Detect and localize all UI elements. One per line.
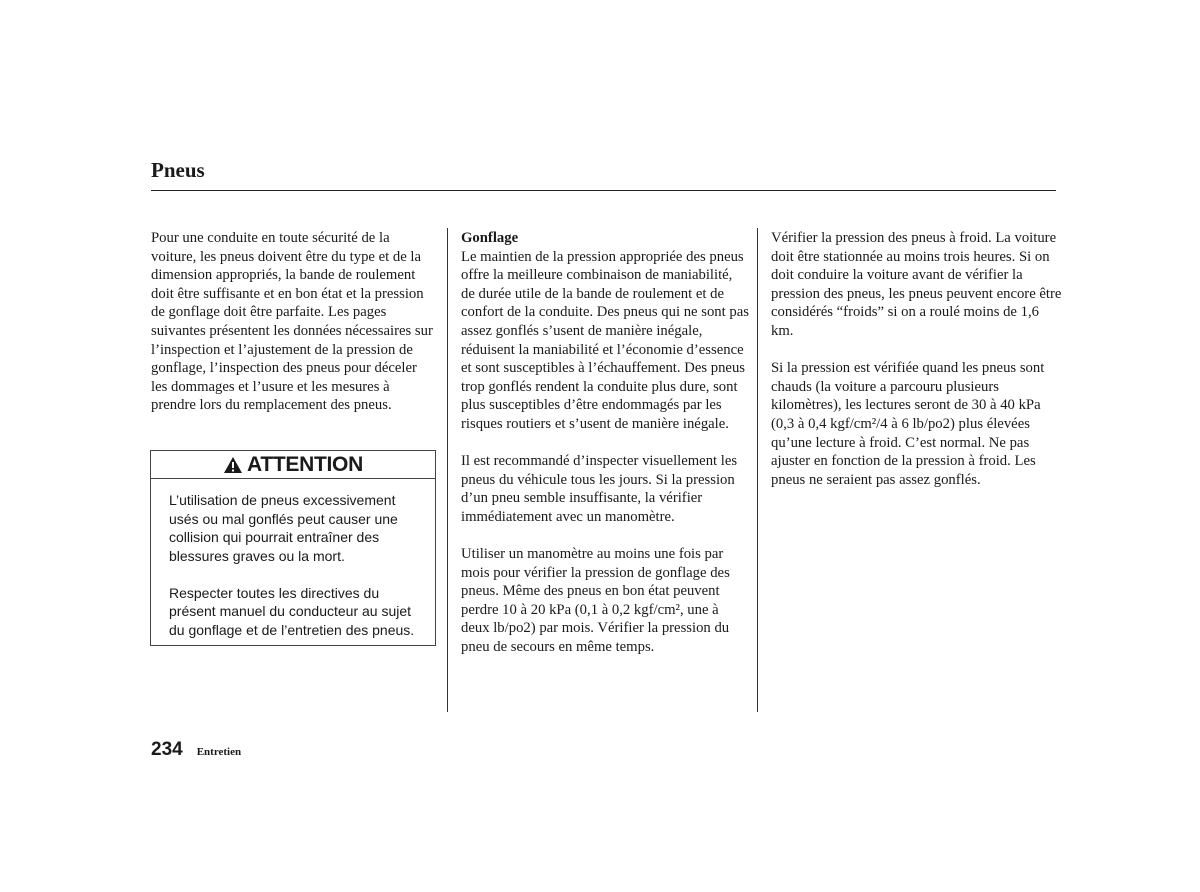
warning-triangle-icon <box>223 456 243 474</box>
section-name: Entretien <box>196 746 242 758</box>
hot-check-paragraph: Si la pression est vérifiée quand les pneus sont chauds (la voiture a parcouru plusieurs kilomètres), les lectures seront de 30 à 40 kPa (0,3 à 0,4 kgf/cm²/4 à 6 lb/po2) plus élevées qu’une lecture à froid. C’est normal. Ne pas ajuster en fonction de la pression à froid. Les pneus ne seraient pas assez gonflés. <box>771 360 1045 488</box>
column-3 <box>771 229 1063 508</box>
column-divider-2 <box>757 228 758 712</box>
inflation-paragraph-1: Le maintien de la pression appropriée des pneus offre la meilleure combinaison de maniabilité, de durée utile de la bande de roulement et de confort de la conduite. Des pneus qui ne sont pas assez gonflés s’usent de manière inégale, réduisent la maniabilité et l’économie d’essence et sont susceptibles à l’échauffement. Des pneus trop gonflés rendent la conduite plus dure, sont plus susceptibles d’être endommagés par les risques routiers et s’usent de manière inégale. <box>461 248 749 432</box>
warning-header <box>151 451 435 479</box>
column-2 <box>461 229 749 675</box>
warning-heading: ATTENTION <box>247 452 363 476</box>
cold-check-paragraph: Vérifier la pression des pneus à froid. La voiture doit être stationnée au moins trois heures. Si on doit conduire la voiture avant de vérifier la pression des pneus, les pneus peuvent encore être considérés “froids” si on a roulé moins de 1,6 km. <box>771 230 1062 339</box>
page-title: Pneus <box>151 158 205 182</box>
warning-paragraph-2: Respecter toutes les directives du présent manuel du conducteur au sujet du gonflage et de l’entretien des pneus. <box>169 584 415 638</box>
warning-box <box>150 450 436 646</box>
page-number: 234 <box>151 739 183 760</box>
warning-paragraph-1: L’utilisation de pneus excessivement usés ou mal gonflés peut causer une collision qui pourrait entraîner des blessures graves ou la mort. <box>169 492 398 564</box>
column-divider-1 <box>447 228 448 712</box>
intro-paragraph: Pour une conduite en toute sécurité de la voiture, les pneus doivent être du type et de la dimension appropriés, la bande de roulement doit être suffisante et en bon état et la pression de gonflage doit être parfaite. Les pages suivantes présentent les données nécessaires sur l’inspection et l’ajustement de la pression de gonflage, l’inspection des pneus pour déceler les dommages et l’usure et les mesures à prendre lors du remplacement des pneus. <box>151 230 433 414</box>
page-footer <box>151 739 241 761</box>
section-subheading: Gonflage <box>461 230 519 246</box>
column-1 <box>151 229 436 434</box>
title-divider <box>151 190 1056 191</box>
inflation-paragraph-3: Utiliser un manomètre au moins une fois par mois pour vérifier la pression de gonflage des pneus. Même des pneus en bon état peuvent perdre 10 à 20 kPa (0,1 à 0,2 kgf/cm², une à deux lb/po2) par mois. Vérifier la pression du pneu de secours en même temps. <box>461 546 730 656</box>
warning-body <box>151 479 435 639</box>
inflation-paragraph-2: Il est recommandé d’inspecter visuellement les pneus du véhicule tous les jours. Si la pression d’un pneu semble insuffisante, la vérifier immédiatement avec un manomètre. <box>461 453 738 525</box>
